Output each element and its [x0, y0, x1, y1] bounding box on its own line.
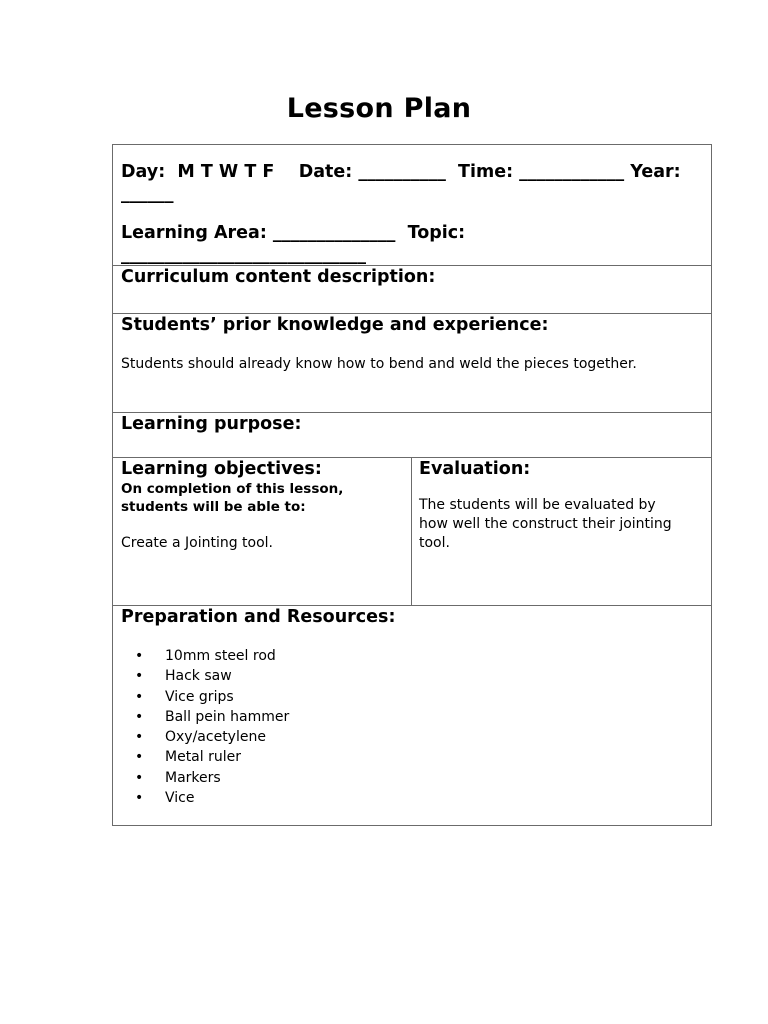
bullet-icon: •: [135, 729, 144, 746]
day-date-time-year-line: [121, 161, 705, 205]
list-item: [135, 666, 289, 686]
bullet-icon: •: [135, 790, 144, 807]
resource-label: Hack saw: [165, 668, 232, 685]
lesson-plan-form: [112, 144, 712, 826]
day-value: M T W T F: [177, 162, 275, 182]
evaluation-cell: [412, 458, 711, 605]
learning-objectives-heading: Learning objectives:: [121, 459, 322, 479]
curriculum-heading: Curriculum content description:: [121, 267, 436, 287]
evaluation-text-line1: The students will be evaluated by: [419, 497, 656, 513]
prior-knowledge-heading: Students’ prior knowledge and experience:: [121, 315, 549, 335]
list-item: [135, 788, 289, 808]
header-info-row: [113, 145, 711, 266]
list-item: [135, 768, 289, 788]
objectives-evaluation-row: [113, 458, 711, 606]
list-item: [135, 687, 289, 707]
bullet-icon: •: [135, 648, 144, 664]
learning-purpose-row: [113, 413, 711, 458]
resource-label: 10mm steel rod: [165, 648, 276, 664]
bullet-icon: •: [135, 708, 144, 725]
learning-purpose-heading: Learning purpose:: [121, 414, 302, 434]
list-item: [135, 707, 289, 727]
bullet-icon: •: [135, 749, 144, 766]
objectives-intro-line2: students will be able to:: [121, 499, 306, 515]
evaluation-text-line3: tool.: [419, 535, 450, 551]
year-label: Year:: [630, 162, 681, 182]
time-field: Time: ____________: [458, 162, 625, 182]
bullet-icon: •: [135, 688, 144, 705]
bullet-icon: •: [135, 668, 144, 685]
resource-label: Vice: [165, 790, 195, 807]
list-item: [135, 727, 289, 747]
resources-heading: Preparation and Resources:: [121, 607, 396, 627]
list-item: [135, 747, 289, 767]
year-blank: ______: [121, 184, 174, 204]
bullet-icon: •: [135, 769, 144, 786]
curriculum-row: [113, 266, 711, 314]
resource-label: Ball pein hammer: [165, 708, 290, 725]
resources-list: [135, 646, 289, 808]
date-field: Date: __________: [298, 162, 446, 182]
prior-knowledge-row: [113, 314, 711, 413]
resource-label: Vice grips: [165, 688, 234, 705]
topic-blank: ____________________________: [121, 245, 366, 265]
topic-label: Topic:: [407, 223, 466, 243]
learning-area-topic-line: [121, 222, 705, 266]
resource-label: Oxy/acetylene: [165, 729, 266, 746]
objective-item: Create a Jointing tool.: [121, 535, 274, 551]
prior-knowledge-text: Students should already know how to bend and weld the pieces together.: [121, 356, 637, 372]
page-title: Lesson Plan: [286, 93, 472, 124]
resource-label: Metal ruler: [165, 749, 241, 766]
learning-objectives-cell: [113, 458, 412, 605]
day-label: Day:: [121, 162, 166, 182]
evaluation-heading: Evaluation:: [419, 459, 531, 479]
list-item: [135, 646, 289, 666]
objectives-intro-line1: On completion of this lesson,: [121, 481, 344, 497]
learning-area-field: Learning Area: ______________: [121, 223, 396, 243]
resources-row: [113, 606, 711, 825]
evaluation-text-line2: how well the construct their jointing: [419, 516, 672, 532]
resource-label: Markers: [165, 769, 221, 786]
